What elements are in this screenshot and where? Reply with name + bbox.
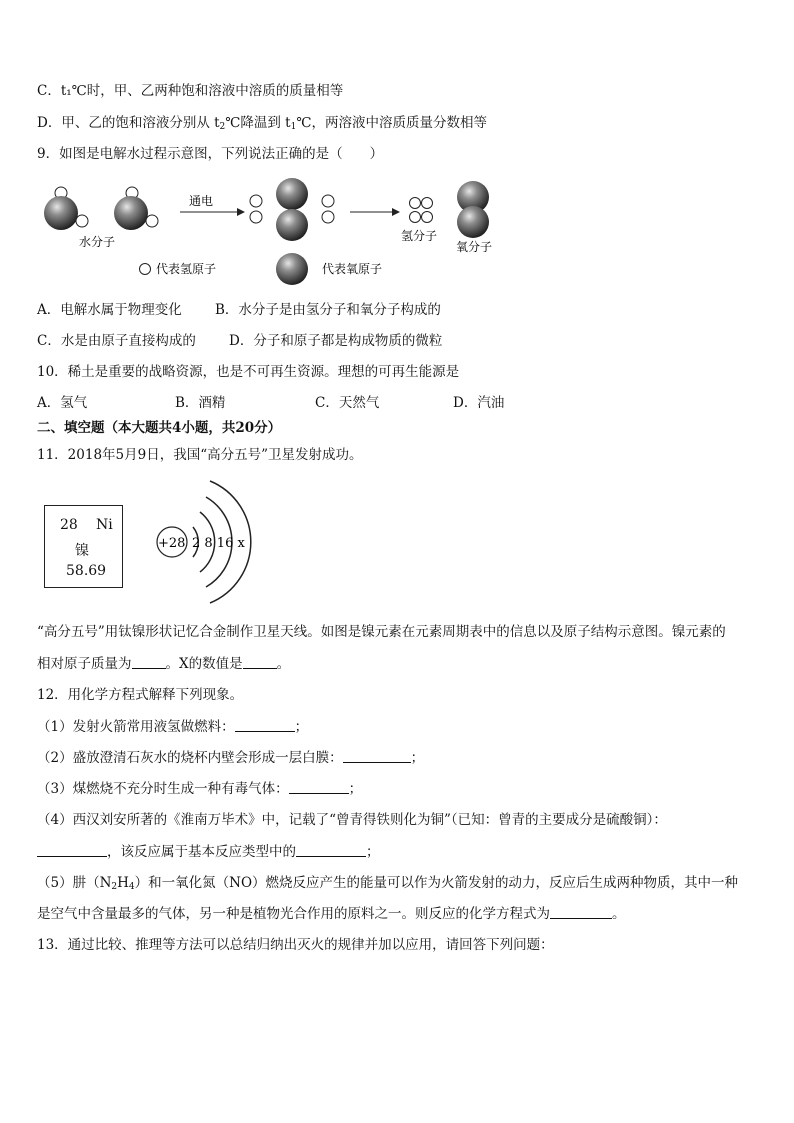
oxygen-molecule-label: 氧分子 <box>456 240 493 254</box>
answer-blank[interactable] <box>289 780 349 794</box>
legend-oxygen-label: 代表氧原子 <box>322 262 383 276</box>
legend-hydrogen-icon <box>140 264 151 275</box>
hydrogen-molecules <box>410 198 433 223</box>
q9-option-d: D．分子和原子都是构成物质的微粒 <box>229 333 443 349</box>
q12-stem: 12．用化学方程式解释下列现象。 <box>37 687 244 703</box>
legend-hydrogen-label: 代表氢原子 <box>156 262 217 276</box>
q8-option-c: C．t₁℃时，甲、乙两种饱和溶液中溶质的质量相等 <box>37 83 344 99</box>
q9-option-c: C．水是由原子直接构成的 <box>37 333 196 349</box>
h-atom <box>322 195 334 207</box>
nucleus-charge: +28 <box>158 536 186 551</box>
element-name: 镍 <box>75 543 89 559</box>
answer-blank[interactable] <box>550 905 612 919</box>
arrow-head-2 <box>392 208 400 216</box>
q11-text-line1: “高分五号”用钛镍形状记忆合金制作卫星天线。如图是镍元素在元素周期表中的信息以及原子结构示意图。镍元素的 <box>37 624 726 640</box>
q12-part1: （1）发射火箭常用液氢做燃料： ； <box>37 719 309 735</box>
element-mass: 58.69 <box>66 563 107 579</box>
q12-part4-line2: ，该反应属于基本反应类型中的 ； <box>37 843 380 861</box>
atomic-structure-diagram <box>150 478 260 608</box>
answer-blank[interactable] <box>37 843 107 857</box>
q12-part5: （5）肼$(N_2H_4)$和一氧化氮（NO）燃烧反应产生的能量可以作为火箭发射的动力，反应后生成两种物质，其中一种 <box>37 875 739 892</box>
oxygen-molecule <box>457 181 489 238</box>
q9-option-b: B．水分子是由氢分子和氧分子构成的 <box>215 302 441 318</box>
q10-option-d: D．汽油 <box>453 395 505 411</box>
q8-option-d: D．甲、乙的饱和溶液分别从 $t_2℃$降温到 $t_1℃$，两溶液中溶质质量分数相等 <box>37 115 487 132</box>
hydrogen-molecule-label: 氢分子 <box>401 229 438 243</box>
o-atom <box>276 178 308 210</box>
answer-blank[interactable] <box>243 655 277 669</box>
water-molecule-2 <box>114 187 158 230</box>
o-atom <box>276 209 308 241</box>
section-heading: 二、填空题（本大题共4小题，共20分） <box>37 420 282 436</box>
answer-blank[interactable] <box>343 749 411 763</box>
q9-stem: 9．如图是电解水过程示意图，下列说法正确的是（ ） <box>37 146 384 162</box>
q9-option-a: A．电解水属于物理变化 <box>37 302 182 318</box>
q12-part2: （2）盛放澄清石灰水的烧杯内壁会形成一层白膜： ； <box>37 750 425 766</box>
arrow-head-1 <box>237 208 245 216</box>
h-atom <box>322 211 334 223</box>
answer-blank[interactable] <box>296 843 366 857</box>
q10-stem: 10．稀土是重要的战略资源，也是不可再生资源。理想的可再生能源是 <box>37 364 460 380</box>
electricity-label: 通电 <box>189 194 214 208</box>
element-symbol: Ni <box>96 517 113 533</box>
q11-stem: 11．2018年5月9日，我国“高分五号”卫星发射成功。 <box>37 447 363 463</box>
h-atom <box>250 195 262 207</box>
element-card <box>44 505 123 588</box>
q12-part4: （4）西汉刘安所著的《淮南万毕术》中，记载了“曾青得铁则化为铜”（已知：曾青的主要成分是硫酸铜）： <box>37 812 667 828</box>
q10-option-c: C．天然气 <box>315 395 380 411</box>
water-molecule-1 <box>44 187 88 230</box>
h-atom <box>250 211 262 223</box>
q12-part5-line2: 是空气中含量最多的气体，另一种是植物光合作用的原料之一。则反应的化学方程式为 。 <box>37 906 626 922</box>
answer-blank[interactable] <box>132 655 166 669</box>
electrolysis-diagram <box>35 172 505 287</box>
q12-part3: （3）煤燃烧不充分时生成一种有毒气体： ； <box>37 781 363 797</box>
q13-stem: 13．通过比较、推理等方法可以总结归纳出灭火的规律并加以应用，请回答下列问题： <box>37 937 554 953</box>
q11-text-line2: 相对原子质量为 。X的数值是 。 <box>37 656 291 672</box>
q10-option-a: A．氢气 <box>37 395 88 411</box>
element-number: 28 <box>60 517 78 533</box>
answer-blank[interactable] <box>235 718 295 732</box>
electron-counts: 2 8 16 x <box>192 536 245 551</box>
q10-option-b: B．酒精 <box>175 395 226 411</box>
water-molecule-label: 水分子 <box>79 235 116 249</box>
legend-oxygen-icon <box>276 253 308 285</box>
